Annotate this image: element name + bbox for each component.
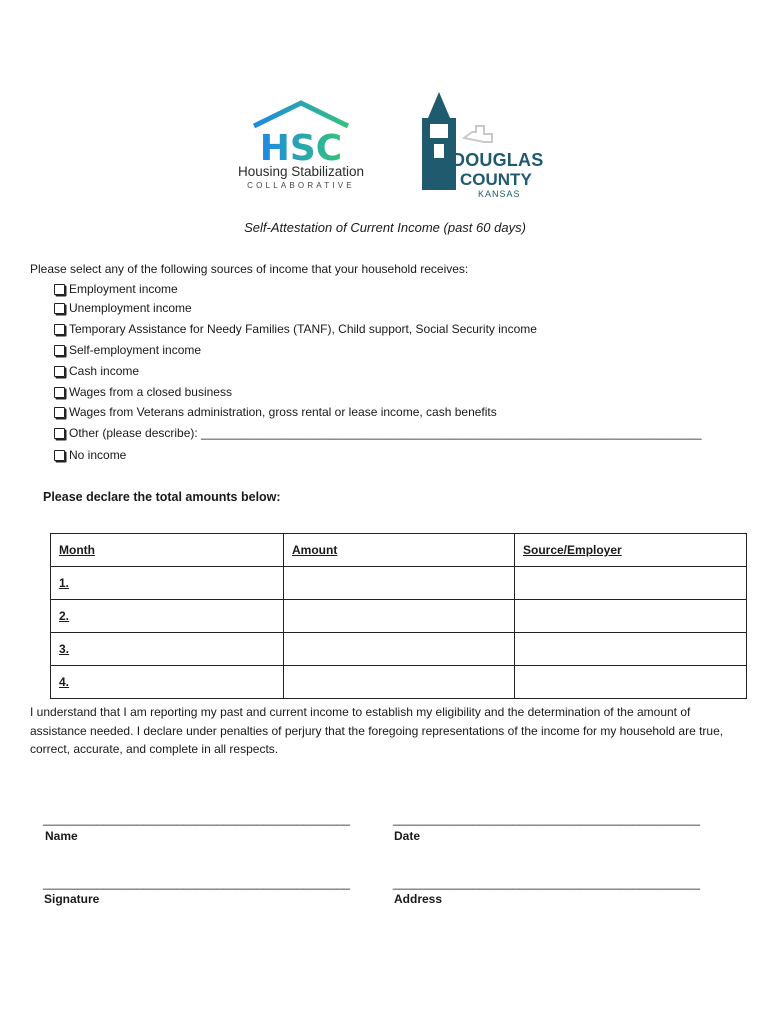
source-cell[interactable]: [515, 633, 747, 666]
hsc-name: Housing Stabilization: [237, 164, 365, 179]
signature-line[interactable]: ______________________________________________: [43, 876, 350, 890]
option-closed-business[interactable]: Wages from a closed business: [54, 385, 232, 399]
header-amount: Amount: [284, 534, 515, 567]
header-month: Month: [51, 534, 284, 567]
checkbox[interactable]: [54, 366, 65, 377]
form-title: Self-Attestation of Current Income (past 60 days): [244, 220, 526, 235]
checkbox[interactable]: [54, 428, 65, 439]
county-line2: COUNTY: [460, 170, 532, 189]
name-label: Name: [45, 829, 78, 843]
source-cell[interactable]: [515, 600, 747, 633]
hsc-sub: COLLABORATIVE: [247, 181, 355, 190]
logos-area: [0, 90, 770, 200]
income-table: [50, 533, 747, 699]
checkbox[interactable]: [54, 303, 65, 314]
option-other[interactable]: Other (please describe): ___________________________________________________________________________: [54, 426, 702, 440]
table-row: [51, 567, 747, 600]
address-line[interactable]: ______________________________________________: [393, 876, 700, 890]
table-row: [51, 600, 747, 633]
amount-cell[interactable]: [284, 567, 515, 600]
source-cell[interactable]: [515, 567, 747, 600]
declaration-text: I understand that I am reporting my past and current income to establish my eligibility and the determination of the amount of assistance needed. I declare under penalties of perjury that the foregoing representations of the income for my household are true, correct, accurate, and complete in all respects.: [30, 705, 724, 756]
amount-cell[interactable]: [284, 600, 515, 633]
source-cell[interactable]: [515, 666, 747, 699]
option-self-employment[interactable]: Self-employment income: [54, 343, 201, 357]
table-row: [51, 666, 747, 699]
checkbox[interactable]: [54, 284, 65, 295]
table-header-row: [51, 534, 747, 567]
option-no-income[interactable]: No income: [54, 448, 126, 462]
date-line[interactable]: ______________________________________________: [393, 812, 700, 826]
county-line3: KANSAS: [478, 189, 521, 199]
intro-text: Please select any of the following sources of income that your household receives:: [30, 262, 469, 276]
checkbox[interactable]: [54, 324, 65, 335]
option-employment[interactable]: Employment income: [54, 282, 178, 296]
option-tanf[interactable]: Temporary Assistance for Needy Families (TANF), Child support, Social Security income: [54, 322, 537, 336]
header-source: Source/Employer: [515, 534, 747, 567]
checkbox[interactable]: [54, 450, 65, 461]
checkbox[interactable]: [54, 387, 65, 398]
signature-label: Signature: [44, 892, 100, 906]
checkbox[interactable]: [54, 345, 65, 356]
month-cell[interactable]: 3.: [51, 633, 284, 666]
checkbox[interactable]: [54, 407, 65, 418]
option-unemployment[interactable]: Unemployment income: [54, 301, 192, 315]
hsc-mark: HSC: [259, 128, 343, 169]
table-row: [51, 633, 747, 666]
amount-cell[interactable]: [284, 666, 515, 699]
month-cell[interactable]: 1.: [51, 567, 284, 600]
month-cell[interactable]: 4.: [51, 666, 284, 699]
declare-heading: Please declare the total amounts below:: [43, 490, 281, 504]
address-label: Address: [394, 892, 443, 906]
option-veterans[interactable]: Wages from Veterans administration, gross rental or lease income, cash benefits: [54, 405, 497, 419]
amount-cell[interactable]: [284, 633, 515, 666]
county-line1: DOUGLAS: [452, 150, 544, 170]
option-cash[interactable]: Cash income: [54, 364, 139, 378]
month-cell[interactable]: 2.: [51, 600, 284, 633]
date-label: Date: [394, 829, 421, 843]
name-line[interactable]: ______________________________________________: [43, 812, 350, 826]
